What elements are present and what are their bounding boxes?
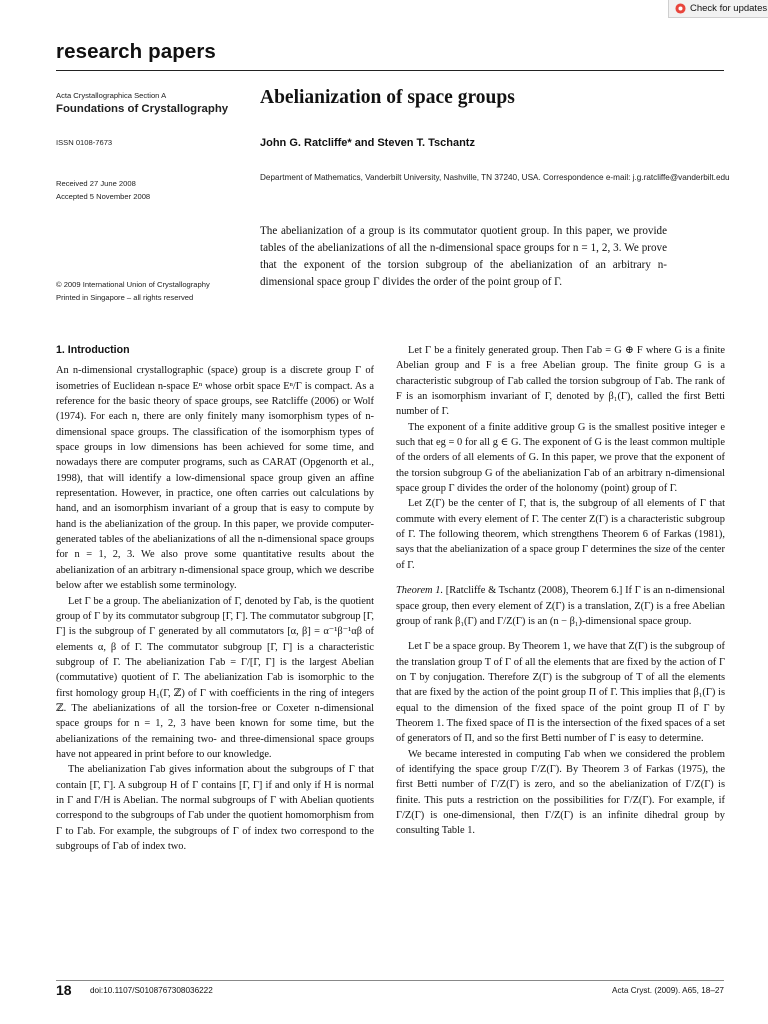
footer-divider (56, 980, 724, 981)
paragraph: Let Z(Γ) be the center of Γ, that is, the subgroup of all elements of Γ that commute with every element of Γ. The center Z(Γ) is a characteristic subgroup of Γ. The following theorem, which strengthens Theorem 6 of Farkas (1981), says that the abelianization of a space group Γ determines the size of the center of Γ. (396, 498, 725, 571)
journal-block (56, 91, 246, 117)
theorem-text: [Ratcliffe & Tschantz (2008), Theorem 6.] If Γ is an n-dimensional space group, then every element of Z(Γ) is a translation, Z(Γ) is a free Abelian group of rank β₁(Γ) and Γ/Z(Γ) is an (n − β₁)-dimensional space group. (396, 585, 725, 627)
paragraph: The abelianization Γab gives information about the subgroups of Γ that contain [Γ, Γ]. A subgroup H of Γ contains [Γ, Γ] if and only if H is normal in Γ and Γ/H is Abelian. The normal subgroups of Γ with Abelian quotients correspond to the subgroups of Γab under the quotient homomorphism from Γ to Γab. For example, the subgroups of Γ of index two correspond to the subgroups of Γab of index two. (56, 764, 374, 852)
section-header: research papers (56, 40, 216, 63)
section-heading: 1. Introduction (56, 344, 130, 356)
theorem (396, 583, 725, 629)
paragraph: We became interested in computing Γab when we considered the problem of identifying the space group Γ/Z(Γ). By Theorem 3 of Farkas (1975), the first Betti number of Γ/Z(Γ) is zero, and so the abelianization of Γ/Z(Γ) is finite. This puts a restriction on the possibilities for Γ/Z(Γ). For example, if Γ/Z(Γ) is one-dimensional, then Γ/Z(Γ) is an infinite dihedral group by consulting Table 1. (396, 748, 725, 837)
received-date: Received 27 June 2008 (56, 179, 136, 188)
abstract: The abelianization of a group is its commutator quotient group. In this paper, we provide tables of the abelianizations of all the n-dimensional space groups for n = 1, 2, 3. We prove that the exponent of the torsion subgroup of the abelianization of an arbitrary n-dimensional space group Γ divides the order of the point group of Γ. (260, 225, 667, 288)
header-divider (56, 70, 724, 71)
copyright-line: © 2009 International Union of Crystallography (56, 280, 210, 289)
journal-section: Acta Crystallographica Section A (56, 91, 167, 100)
affiliation: Department of Mathematics, Vanderbilt University, Nashville, TN 37240, USA. Correspondence e-mail: j.g.ratcliffe@vanderbilt.edu (260, 173, 730, 182)
page-number: 18 (56, 982, 72, 998)
theorem-label: Theorem 1. (396, 585, 444, 597)
paragraph: Let Γ be a group. The abelianization of Γ, denoted by Γab, is the quotient group of Γ by its commutator subgroup [Γ, Γ]. The commutator subgroup [Γ, Γ] is the subgroup of Γ generated by all commutators [α, β] = α⁻¹β⁻¹αβ of elements α, β of Γ. The commutator subgroup [Γ, Γ] is a characteristic subgroup of Γ. The abelianization Γab = Γ/[Γ, Γ] is the largest Abelian (commutative) quotient of Γ. The abelianization Γab is isomorphic to the first homology group H₁(Γ, ℤ) of Γ with coefficients in the ring of integers ℤ. The abelianizations of all the torsion-free or Coxeter n-dimensional space groups for n = 1, 2, 3 have been known for some time, but the abelianizations of the remaining two- and three-dimensional space groups have not appeared in print before to our knowledge. (56, 595, 374, 760)
accepted-date: Accepted 5 November 2008 (56, 191, 151, 201)
doi: doi:10.1107/S0108767308036222 (90, 986, 213, 995)
article-title: Abelianization of space groups (260, 87, 515, 108)
dates-block (56, 178, 246, 203)
check-for-updates-button[interactable] (668, 0, 768, 18)
printed-line: Printed in Singapore – all rights reserved (56, 292, 194, 302)
left-column (56, 343, 374, 854)
authors: John G. Ratcliffe* and Steven T. Tschantz (260, 137, 475, 149)
copyright-block (56, 279, 246, 304)
citation: Acta Cryst. (2009). A65, 18–27 (612, 986, 724, 995)
paragraph: Let Γ be a space group. By Theorem 1, we have that Z(Γ) is the subgroup of the translation group T of Γ of all the elements that are fixed by the action of Γ on T by conjugation. Therefore Z(Γ) is the subgroup of T of all the elements that are fixed by the action of the point group Π of Γ. This implies that β₁(Γ) is equal to the dimension of the fixed space of the point group Π of Γ by Theorem 1. The fixed space of Π is the intersection of the fixed spaces of a set of generators of Π, and so the first Betti number of Γ is easy to determine. (396, 641, 725, 745)
issn: ISSN 0108-7673 (56, 138, 113, 147)
check-updates-label: Check for updates (690, 3, 768, 14)
check-updates-icon (675, 3, 686, 14)
paragraph: The exponent of a finite additive group G is the smallest positive integer e such that eg = 0 for all g ∈ G. The exponent of G is the least common multiple of the orders of all elements of G. In this paper, we prove that the exponent of the torsion subgroup G of the abelianization Γab of an arbitrary n-dimensional space group Γ divides the order of the holonomy (point) group of Γ. (396, 421, 725, 495)
paragraph: Let Γ be a finitely generated group. Then Γab = G ⊕ F where G is a finite Abelian group and F is a free Abelian group. The finite group G is a characteristic subgroup of Γab called the torsion subgroup of Γab. The rank of F is an isomorphism invariant of Γ, denoted by β₁(Γ), called the first Betti number of Γ. (396, 345, 725, 418)
paragraph: An n-dimensional crystallographic (space) group is a discrete group Γ of isometries of Euclidean n-space Eⁿ whose orbit space Eⁿ/Γ is compact. As a reference for the basic theory of space groups, see Ratcliffe (2006) or Wolf (1974). For each n, there are only finitely many isomorphism types of n-dimensional space groups. The classification of the isomorphism types of space groups in low dimensions has been achieved for some time, and nowadays there are computer programs, such as CARAT (Opgenorth et al., 1998), that will identify a low-dimensional space group given an affine representation. However, in practice, one often carries out calculations by hand, and an isomorphism invariant of a group that is easy to compute by hand is the abelianization of the group. In this paper, we provide computer-generated tables of the abelianizations of all the n-dimensional space groups for n = 1, 2, 3. We also prove some quantitative results about the abelianization of an arbitrary n-dimensional space group, which we describe below after we establish some terminology. (56, 365, 374, 592)
right-column (396, 343, 725, 839)
journal-name: Foundations of Crystallography (56, 103, 229, 115)
